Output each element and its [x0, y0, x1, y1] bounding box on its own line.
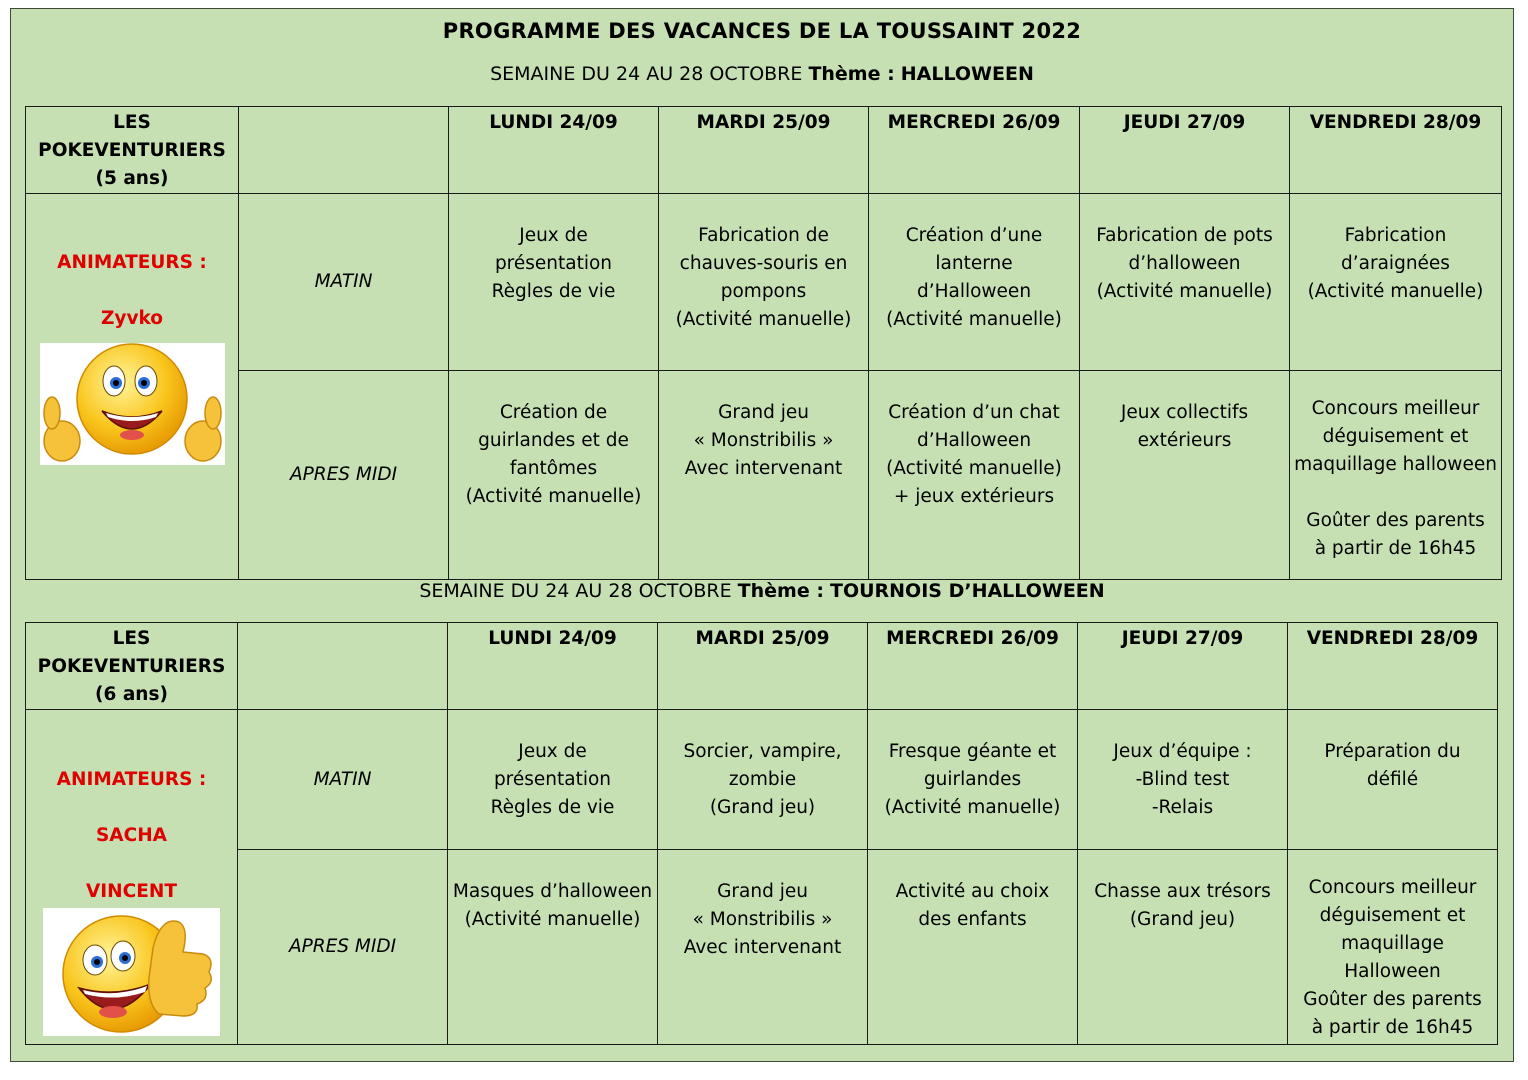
empty-header-cell: [239, 107, 449, 194]
animateur-name: SACHA: [95, 825, 168, 846]
group-age: (6 ans): [95, 684, 168, 705]
table-row-matin: [26, 710, 1498, 850]
activity-cell: Création de guirlandes et de fantômes (Activité manuelle): [465, 402, 642, 507]
week-1-theme-label: Thème :: [808, 63, 895, 85]
slot-apres-midi: APRES MIDI: [239, 371, 449, 580]
page-title: PROGRAMME DES VACANCES DE LA TOUSSAINT 2022: [442, 19, 1082, 43]
group-line: LES: [112, 628, 151, 649]
animateurs-cell: [26, 710, 238, 1045]
activity-cell: Activité au choix des enfants: [895, 881, 1050, 930]
smiley-thumbs-up-icon: [40, 343, 225, 465]
activity-cell: Grand jeu « Monstribilis » Avec intervenant: [684, 402, 843, 479]
day-header: LUNDI 24/09: [449, 107, 659, 194]
activity-cell: Grand jeu « Monstribilis » Avec intervenant: [683, 881, 842, 958]
week-1-heading: [11, 63, 1513, 85]
week-1-theme: HALLOWEEN: [900, 63, 1034, 85]
table-row-apres-midi: [26, 371, 1502, 580]
activity-cell: Préparation du défilé: [1324, 741, 1461, 790]
day-header: MARDI 25/09: [659, 107, 869, 194]
smiley-laughing-thumb-icon: [43, 908, 220, 1036]
week-2-theme-label: Thème :: [737, 580, 824, 602]
animateur-name: Zyvko: [100, 308, 164, 329]
animateurs-block: [30, 766, 233, 906]
day-header: VENDREDI 28/09: [1288, 623, 1498, 710]
group-line: LES: [113, 112, 151, 133]
table-header-row: [26, 623, 1498, 710]
group-line: POKEVENTURIERS: [38, 140, 226, 161]
animateurs-cell: [26, 194, 239, 580]
activity-cell: Fresque géante et guirlandes (Activité manuelle): [884, 741, 1061, 818]
activity-cell: Fabrication de chauves-souris en pompons (Activité manuelle): [675, 225, 852, 330]
activity-cell: Création d’une lanterne d’Halloween (Activité manuelle): [886, 225, 1062, 330]
activity-cell: Jeux de présentation Règles de vie: [490, 741, 615, 818]
animateurs-label: ANIMATEURS :: [56, 769, 207, 790]
group-line: POKEVENTURIERS: [37, 656, 226, 677]
activity-cell: Jeux collectifs extérieurs: [1120, 402, 1249, 451]
activity-cell: Concours meilleur déguisement et maquillage Halloween Goûter des parents à partir de 16h45: [1303, 877, 1482, 1038]
day-header: MARDI 25/09: [658, 623, 868, 710]
group-name-cell: [26, 107, 239, 194]
group-age: (5 ans): [95, 168, 169, 189]
activity-cell: Chasse aux trésors (Grand jeu): [1094, 881, 1271, 930]
day-header: LUNDI 24/09: [448, 623, 658, 710]
day-header: JEUDI 27/09: [1080, 107, 1290, 194]
week-2-schedule-table: [25, 622, 1498, 1045]
day-header: VENDREDI 28/09: [1290, 107, 1502, 194]
slot-matin: MATIN: [239, 194, 449, 371]
empty-header-cell: [238, 623, 448, 710]
activity-cell: Concours meilleur déguisement et maquillage halloween Goûter des parents à partir de 16h45: [1294, 398, 1497, 559]
activity-cell: Jeux d’équipe : -Blind test -Relais: [1113, 741, 1252, 818]
day-header: MERCREDI 26/09: [868, 623, 1078, 710]
week-1-dates: SEMAINE DU 24 AU 28 OCTOBRE: [490, 63, 803, 85]
animateurs-label: ANIMATEURS :: [57, 252, 207, 273]
week-2-dates: SEMAINE DU 24 AU 28 OCTOBRE: [419, 580, 732, 602]
table-row-apres-midi: [26, 850, 1498, 1045]
activity-cell: Fabrication de pots d’halloween (Activité manuelle): [1096, 225, 1273, 302]
animateurs-block: [30, 249, 234, 333]
slot-apres-midi: APRES MIDI: [238, 850, 448, 1045]
group-name-cell: [26, 623, 238, 710]
week-1-schedule-table: [25, 106, 1502, 580]
activity-cell: Fabrication d’araignées (Activité manuelle): [1307, 225, 1484, 302]
day-header: MERCREDI 26/09: [869, 107, 1080, 194]
activity-cell: Création d’un chat d’Halloween (Activité manuelle) + jeux extérieurs: [886, 402, 1062, 507]
animateur-name: VINCENT: [85, 881, 177, 902]
activity-cell: Jeux de présentation Règles de vie: [491, 225, 616, 302]
program-page: [10, 8, 1514, 1062]
activity-cell: Masques d’halloween (Activité manuelle): [452, 881, 653, 930]
slot-matin: MATIN: [238, 710, 448, 850]
day-header: JEUDI 27/09: [1078, 623, 1288, 710]
table-row-matin: [26, 194, 1502, 371]
week-2-theme: TOURNOIS D’HALLOWEEN: [829, 580, 1105, 602]
week-2-heading: [11, 580, 1513, 602]
table-header-row: [26, 107, 1502, 194]
activity-cell: Sorcier, vampire, zombie (Grand jeu): [683, 741, 842, 818]
